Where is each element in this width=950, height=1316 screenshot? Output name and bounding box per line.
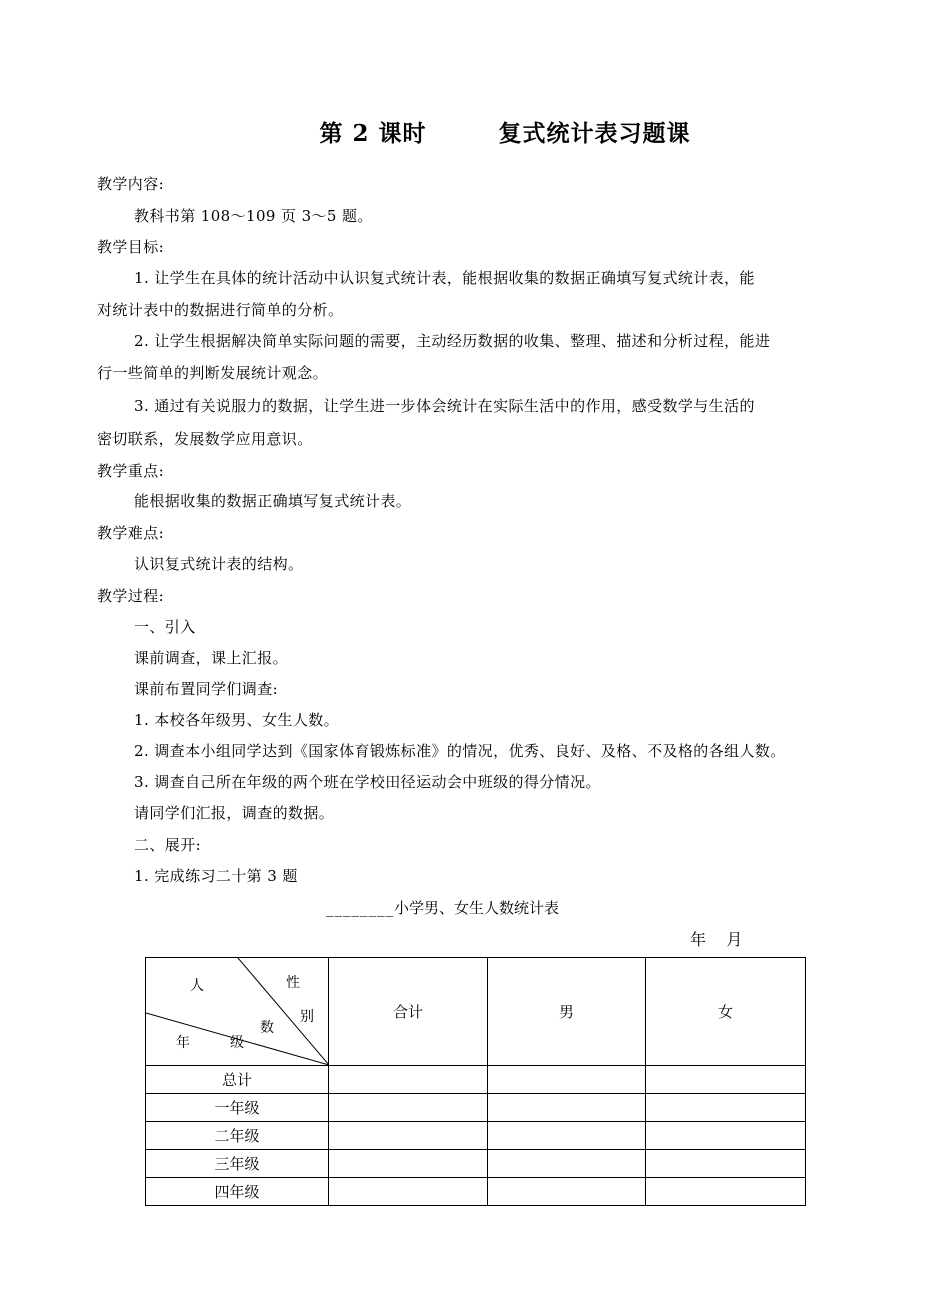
- table-cell: [329, 1150, 488, 1178]
- table-cell: [488, 1178, 646, 1206]
- table-cell: [329, 1178, 488, 1206]
- goal-3-line-2: 密切联系，发展数学应用意识。: [97, 430, 313, 448]
- goal-2-line-1: 2. 让学生根据解决简单实际问题的需要，主动经历数据的收集、整理、描述和分析过程，能进: [134, 332, 771, 350]
- step-1-line-1: 课前调查，课上汇报。: [134, 649, 289, 667]
- goal-3-line-1: 3. 通过有关说服力的数据，让学生进一步体会统计在实际生活中的作用，感受数学与生活的: [134, 397, 755, 415]
- column-header-female: 女: [646, 958, 806, 1066]
- table-cell: [329, 1066, 488, 1094]
- goal-1-line-2: 对统计表中的数据进行简单的分析。: [97, 301, 344, 319]
- table-header-row: [146, 958, 806, 1066]
- key-text: 能根据收集的数据正确填写复式统计表。: [134, 492, 412, 510]
- goal-heading: 教学目标:: [97, 238, 165, 256]
- step-1-heading: 一、引入: [134, 618, 196, 636]
- page-title: 第 2 课时 复式统计表习题课: [319, 120, 691, 147]
- table-caption: [326, 898, 559, 918]
- step-1-item-2: 2. 调查本小组同学达到《国家体育锻炼标准》的情况，优秀、良好、及格、不及格的各组人数。: [134, 742, 786, 760]
- step-1-line-2: 课前布置同学们调查:: [134, 680, 279, 698]
- difficulty-heading: 教学难点:: [97, 524, 165, 542]
- table-cell: [329, 1122, 488, 1150]
- table-row: [146, 1066, 806, 1094]
- table-cell: [488, 1150, 646, 1178]
- content-text: 教科书第 108～109 页 3～5 题。: [134, 207, 373, 225]
- table-cell: [646, 1066, 806, 1094]
- table-cell: [329, 1094, 488, 1122]
- table-row: [146, 1178, 806, 1206]
- caption-text: 小学男、女生人数统计表: [394, 899, 560, 917]
- table-date: 年 月: [690, 930, 743, 949]
- table-row: [146, 1094, 806, 1122]
- table-cell: [488, 1122, 646, 1150]
- row-label-grade-1: 一年级: [146, 1094, 329, 1122]
- column-header-total: 合计: [329, 958, 488, 1066]
- key-heading: 教学重点:: [97, 462, 165, 480]
- column-header-male: 男: [488, 958, 646, 1066]
- step-1-line-3: 请同学们汇报，调查的数据。: [134, 804, 335, 822]
- content-heading: 教学内容:: [97, 175, 165, 193]
- table-cell: [488, 1094, 646, 1122]
- diag-label-grade-1: 年: [176, 1035, 190, 1051]
- goal-1-line-1: 1. 让学生在具体的统计活动中认识复式统计表，能根据收集的数据正确填写复式统计表，能: [134, 269, 755, 287]
- step-1-item-3: 3. 调查自己所在年级的两个班在学校田径运动会中班级的得分情况。: [134, 773, 601, 791]
- table-cell: [488, 1066, 646, 1094]
- diag-label-gender-2: 别: [300, 1009, 314, 1025]
- step-2-heading: 二、展开:: [134, 836, 202, 854]
- diag-label-people: 人: [190, 978, 204, 994]
- table-row: [146, 1122, 806, 1150]
- caption-blank: ________: [326, 899, 394, 917]
- diag-label-count: 数: [260, 1020, 274, 1036]
- diag-label-grade-2: 级: [230, 1035, 244, 1051]
- table-cell: [646, 1094, 806, 1122]
- row-label-grade-2: 二年级: [146, 1122, 329, 1150]
- step-2-item-1: 1. 完成练习二十第 3 题: [134, 867, 298, 885]
- table-row: [146, 1150, 806, 1178]
- diagonal-header-cell: [146, 958, 329, 1066]
- goal-2-line-2: 行一些简单的判断发展统计观念。: [97, 364, 329, 382]
- table-cell: [646, 1150, 806, 1178]
- row-label-grade-4: 四年级: [146, 1178, 329, 1206]
- row-label-total: 总计: [146, 1066, 329, 1094]
- diag-label-gender-1: 性: [286, 975, 300, 991]
- table-cell: [646, 1178, 806, 1206]
- table-cell: [646, 1122, 806, 1150]
- process-heading: 教学过程:: [97, 587, 165, 605]
- difficulty-text: 认识复式统计表的结构。: [134, 555, 304, 573]
- stats-table: [145, 957, 806, 1206]
- step-1-item-1: 1. 本校各年级男、女生人数。: [134, 711, 340, 729]
- row-label-grade-3: 三年级: [146, 1150, 329, 1178]
